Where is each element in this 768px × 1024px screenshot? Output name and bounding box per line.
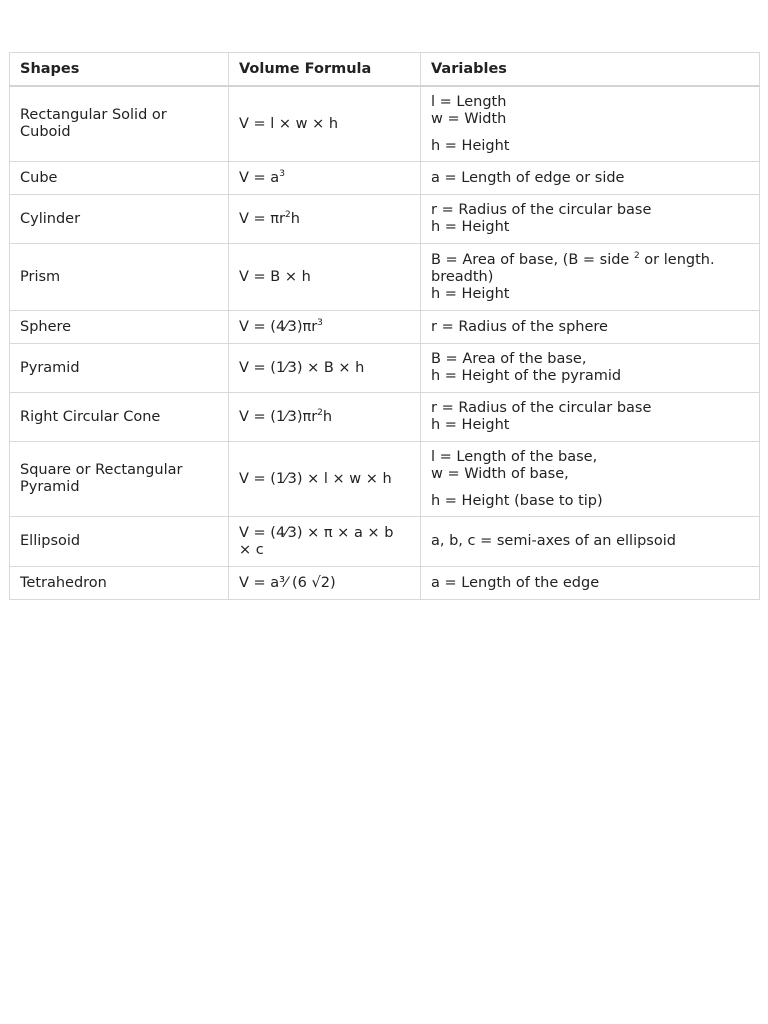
- shape-cell: Cube: [10, 162, 229, 195]
- variables-cell: a, b, c = semi-axes of an ellipsoid: [421, 517, 760, 567]
- variables-cell: r = Radius of the sphere: [421, 311, 760, 344]
- table-row: [10, 311, 760, 344]
- volume-formulas-table: [9, 52, 760, 600]
- variables-cell: a = Length of edge or side: [421, 162, 760, 195]
- shape-cell: Rectangular Solid or Cuboid: [10, 86, 229, 162]
- table-row: [10, 517, 760, 567]
- formula-text: V = (1⁄3)πr: [239, 408, 318, 425]
- formula-cell: V = l × w × h: [229, 86, 421, 162]
- shape-cell: Tetrahedron: [10, 567, 229, 600]
- variable-line: B = Area of the base,: [431, 351, 587, 367]
- shape-cell: Ellipsoid: [10, 517, 229, 567]
- formula-cell: V = (1⁄3) × B × h: [229, 344, 421, 393]
- variable-line: h = Height of the pyramid: [431, 368, 622, 384]
- line-gap: [431, 128, 749, 138]
- variables-cell: [421, 195, 760, 244]
- variable-line: w = Width: [431, 110, 507, 127]
- shape-cell: Cylinder: [10, 195, 229, 244]
- formula-text: V = (4⁄3)πr: [239, 318, 318, 335]
- formula-cell: [229, 393, 421, 442]
- formula-cell: V = (1⁄3) × l × w × h: [229, 442, 421, 517]
- variables-cell: [421, 86, 760, 162]
- shape-cell: Right Circular Cone: [10, 393, 229, 442]
- variable-line: h = Height (base to tip): [431, 492, 603, 509]
- formula-tail: h: [290, 210, 300, 227]
- variable-text: B = Area of base, (B = side: [431, 251, 634, 268]
- shape-cell: Sphere: [10, 311, 229, 344]
- table-row: [10, 86, 760, 162]
- variable-line: l = Length of the base,: [431, 448, 598, 465]
- table-row: [10, 393, 760, 442]
- shape-cell: Pyramid: [10, 344, 229, 393]
- formula-tail: h: [322, 408, 333, 425]
- shape-cell: Prism: [10, 244, 229, 311]
- exponent: 2: [317, 407, 323, 418]
- table-row: [10, 442, 760, 517]
- header-volume-formula: Volume Formula: [229, 53, 421, 87]
- variables-cell: [421, 244, 760, 311]
- exponent: 2: [284, 209, 291, 220]
- exponent: 3: [317, 317, 323, 328]
- header-shapes: Shapes: [10, 53, 229, 87]
- volume-formulas-table-container: [9, 52, 759, 600]
- variable-line: h = Height: [431, 417, 510, 433]
- variable-line: l = Length: [431, 93, 507, 110]
- variable-line: h = Height: [431, 285, 510, 302]
- variable-text: or length.: [639, 251, 715, 268]
- formula-text: V = a: [239, 169, 280, 186]
- variable-line: breadth): [431, 268, 494, 285]
- formula-cell: V = B × h: [229, 244, 421, 311]
- variables-cell: [421, 393, 760, 442]
- table-row: [10, 567, 760, 600]
- formula-cell: V = (4⁄3) × π × a × b × c: [229, 517, 421, 567]
- table-row: [10, 344, 760, 393]
- table-row: [10, 195, 760, 244]
- table-header-row: [10, 53, 760, 87]
- formula-cell: V = a³⁄ (6 √2): [229, 567, 421, 600]
- variables-cell: [421, 442, 760, 517]
- formula-cell: [229, 195, 421, 244]
- formula-cell: [229, 311, 421, 344]
- exponent: 2: [633, 250, 640, 261]
- variable-line: [431, 252, 749, 269]
- variable-line: h = Height: [431, 137, 510, 154]
- table-row: [10, 162, 760, 195]
- formula-cell: [229, 162, 421, 195]
- shape-cell: Square or Rectangular Pyramid: [10, 442, 229, 517]
- variable-line: w = Width of base,: [431, 465, 569, 482]
- variable-line: r = Radius of the circular base: [431, 202, 652, 218]
- header-variables: Variables: [421, 53, 760, 87]
- variable-line: r = Radius of the circular base: [431, 400, 652, 416]
- variables-cell: [421, 344, 760, 393]
- formula-text: V = πr: [239, 210, 285, 227]
- variable-line: h = Height: [431, 219, 510, 235]
- line-gap: [431, 483, 749, 493]
- variables-cell: a = Length of the edge: [421, 567, 760, 600]
- table-row: [10, 244, 760, 311]
- exponent: 3: [279, 168, 285, 179]
